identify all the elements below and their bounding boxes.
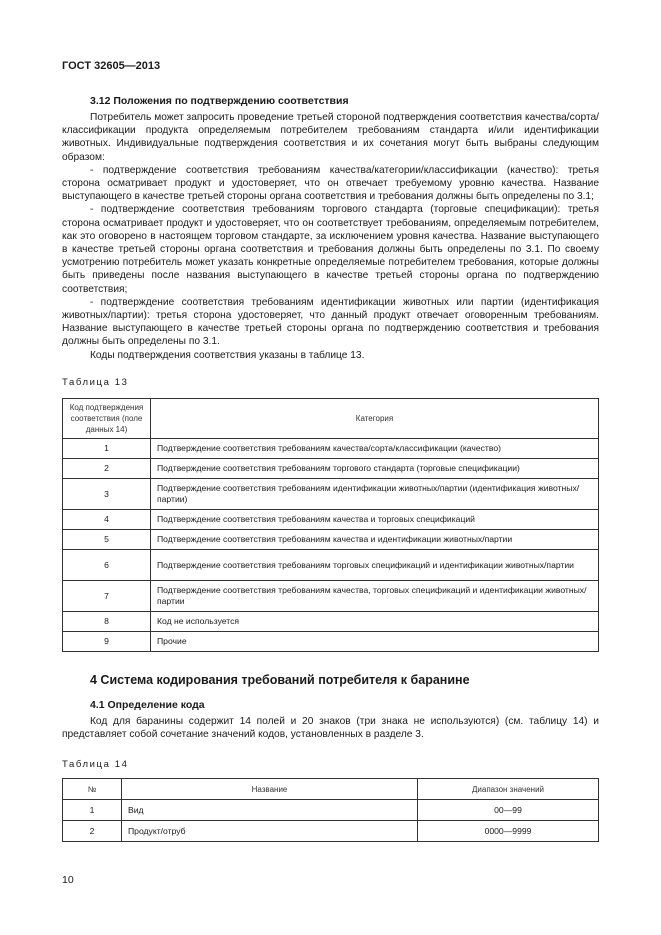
section-3-12-body (62, 111, 599, 362)
section-4-heading: 4 Система кодирования требований потребителя к баранине (90, 673, 470, 687)
number-cell: 2 (63, 821, 122, 842)
table-row (63, 550, 599, 581)
category-cell: Код не используется (151, 612, 599, 632)
table-header-row (63, 399, 599, 439)
paragraph: Код для баранины содержит 14 полей и 20 знаков (три знака не используются) (см. таблицу 14) и представляет собой сочетание значений кодов, установленных в разделе 3. (62, 716, 599, 741)
column-header-category: Категория (151, 399, 599, 439)
table-row (63, 459, 599, 479)
category-cell: Подтверждение соответствия требованиям идентификации животных/партии (идентификация животных/партии) (151, 479, 599, 510)
table-14-caption: Таблица 14 (62, 759, 129, 770)
name-cell: Продукт/отруб (122, 821, 418, 842)
code-cell: 9 (63, 632, 151, 652)
paragraph: - подтверждение соответствия требованиям качества/категории/классификации (качество): третья сторона осматривает продукт и удостоверяет, что он отвечает требуемому уровню качества. Название выступающего в качестве третьей стороны органа соответствия и требования должны быть определены по 3.1; (62, 164, 599, 203)
column-header-range: Диапазон значений (418, 779, 599, 800)
table-row (63, 612, 599, 632)
table-header-row (63, 779, 599, 800)
code-cell: 7 (63, 581, 151, 612)
name-cell: Вид (122, 800, 418, 821)
code-cell: 8 (63, 612, 151, 632)
table-row (63, 632, 599, 652)
category-cell: Подтверждение соответствия требованиям качества и идентификации животных/партии (151, 530, 599, 550)
number-cell: 1 (63, 800, 122, 821)
document-id: ГОСТ 32605—2013 (62, 60, 161, 72)
range-cell: 00—99 (418, 800, 599, 821)
table-13 (62, 398, 599, 652)
table-row (63, 479, 599, 510)
paragraph: Потребитель может запросить проведение третьей стороной подтверждения соответствия качества/сорта/классификации продукта определяемым потребителем требованиям стандарта и/или идентификации животных. Индивидуальные подтверждения соответствия и их сочетания могут быть выбраны следующим образом: (62, 112, 599, 163)
table-row (63, 800, 599, 821)
code-cell: 5 (63, 530, 151, 550)
category-cell: Подтверждение соответствия требованиям качества/сорта/классификации (качество) (151, 439, 599, 459)
code-cell: 1 (63, 439, 151, 459)
column-header-code: Код подтверждения соответствия (поле данных 14) (63, 399, 151, 439)
category-cell: Подтверждение соответствия требованиям качества, торговых спецификаций и идентификации животных/партии (151, 581, 599, 612)
page-number: 10 (62, 874, 74, 886)
table-row (63, 530, 599, 550)
code-cell: 4 (63, 510, 151, 530)
section-3-12-heading: 3.12 Положения по подтверждению соответствия (90, 95, 349, 107)
table-row (63, 821, 599, 842)
paragraph: - подтверждение соответствия требованиям идентификации животных или партии (идентификация животных/партии): третья сторона удостоверяет, что данный продукт отвечает оговоренным требованиям. Название выступающего в качестве третьей стороны органа по подтверждению соответствия и требования должны быть определены по 3.1. (62, 296, 599, 348)
paragraph: - подтверждение соответствия требованиям торгового стандарта (торговые спецификации): третья сторона осматривает продукт и удостоверяет, что он соответствует требованиям, определяемым потребителем, как это оговорено в настоящем торговом стандарте, за исключением уровня качества. Название выступающего в качестве третьей стороны органа соответствия и требования должны быть определены по 3.1. По своему усмотрению потребитель может указать конкретные определяемые потребителем требования, которые должны быть приведены после названия выступающего в качестве третьей стороны органа по подтверждению соответствия; (62, 204, 599, 295)
column-header-number: № (63, 779, 122, 800)
table-row (63, 439, 599, 459)
category-cell: Прочие (151, 632, 599, 652)
table-13-caption: Таблица 13 (62, 377, 129, 388)
category-cell: Подтверждение соответствия требованиям торгового стандарта (торговые спецификации) (151, 459, 599, 479)
paragraph: Коды подтверждения соответствия указаны в таблице 13. (90, 349, 365, 361)
code-cell: 2 (63, 459, 151, 479)
column-header-name: Название (122, 779, 418, 800)
table-row (63, 510, 599, 530)
code-cell: 3 (63, 479, 151, 510)
table-row (63, 581, 599, 612)
code-cell: 6 (63, 550, 151, 581)
section-4-1-body (62, 715, 599, 741)
category-cell: Подтверждение соответствия требованиям торговых спецификаций и идентификации животных/партии (151, 550, 599, 581)
table-14 (62, 778, 599, 842)
range-cell: 0000—9999 (418, 821, 599, 842)
section-4-1-heading: 4.1 Определение кода (90, 699, 205, 711)
category-cell: Подтверждение соответствия требованиям качества и торговых спецификаций (151, 510, 599, 530)
